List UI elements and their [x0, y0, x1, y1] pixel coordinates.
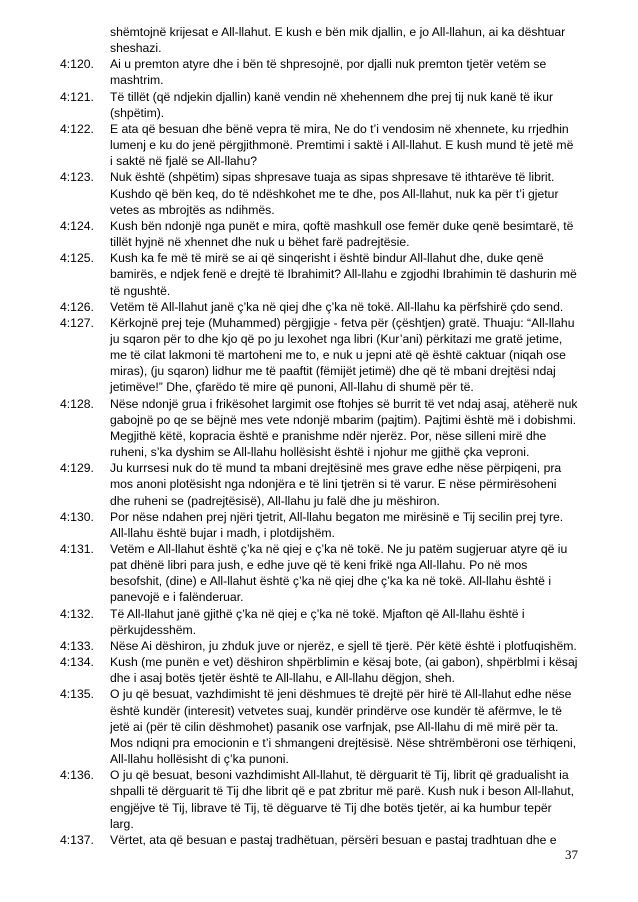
- verse-number: 4:121.: [60, 89, 94, 104]
- verse-text: Të tillët (që ndjekin djallin) kanë vendin në xhehennem dhe prej tij nuk kanë të ikur (shpëtim).: [110, 89, 554, 120]
- verse-number: [60, 24, 110, 56]
- verse-continuation: [60, 24, 578, 56]
- verse-4-126: [60, 299, 578, 315]
- verse-number: 4:137.: [60, 832, 94, 847]
- verse-4-122: [60, 121, 578, 169]
- verse-number: 4:136.: [60, 768, 94, 783]
- verse-4-128: [60, 396, 578, 461]
- verse-4-125: [60, 250, 578, 298]
- verse-number: 4:129.: [60, 461, 94, 476]
- verse-number: 4:131.: [60, 542, 94, 556]
- verse-4-124: [60, 218, 578, 250]
- verse-text: Vetëm e All-llahut është ç’ka në qiej e ç’ka në tokë. Ne ju patëm sugjeruar atyre që iu pat dhënë libri para jush, e edhe juve që të keni frikë nga All-llahu. Po në mos besofshit, (dine) e All-llahut është ç’ka në qiej dhe ç’ka ka në tokë. All-llahu është i panevojë e i falënderuar.: [110, 542, 568, 605]
- page-number: 37: [565, 847, 578, 862]
- verse-text: Vetëm të All-llahut janë ç’ka në qiej dhe ç’ka në tokë. All-llahu ka përfshirë çdo send.: [110, 299, 564, 314]
- verse-4-130: [60, 509, 578, 541]
- verse-4-123: [60, 169, 578, 217]
- verse-number: 4:126.: [60, 299, 94, 314]
- verse-text: Por nëse ndahen prej njëri tjetrit, All-llahu begaton me mirësinë e Tij secilin prej tyre. All-llahu është bujar i madh, i plotdijshëm.: [110, 509, 564, 540]
- verse-number: 4:128.: [60, 396, 94, 411]
- verse-number: 4:123.: [60, 170, 94, 185]
- verse-text: Të All-llahut janë gjithë ç’ka në qiej e ç’ka në tokë. Mjafton që All-llahu është i përkujdesshëm.: [110, 606, 525, 637]
- verse-4-121: [60, 89, 578, 121]
- verse-text: shëmtojnë krijesat e All-llahut. E kush e bën mik djallin, e jo All-llahun, ai ka dështuar sheshazi.: [110, 25, 566, 56]
- verse-text: Ju kurrsesi nuk do të mund ta mbani drejtësinë mes grave edhe nëse përpiqeni, pra mos anoni plotësisht nga ndonjëra e të lini tjetrën si të varur. E nëse përmirësoheni dhe ruheni se (padrejtësisë), All-llahu ju falë dhe ju mëshiron.: [110, 461, 562, 508]
- verse-4-136: [60, 767, 578, 832]
- verse-text: O ju që besuat, vazhdimisht të jeni dëshmues të drejtë për hirë të All-llahut edhe nëse është kundër (interesit) vetvetes suaj, kundër prindërve ose kundër të afërmve, le të jetë ai (për të cilin dëshmohet) pasanik ose varfnjak, pse All-llahu di më mirë për ta. Mos ndiqni pra emocionin e t’i shmangeni drejtësisë. Nëse shtrëmbëroni ose tërhiqeni, All-llahu hollësisht di ç’ka punoni.: [110, 687, 577, 767]
- verse-number: 4:132.: [60, 606, 94, 621]
- verse-4-134: [60, 654, 578, 686]
- verse-text: O ju që besuat, besoni vazhdimisht All-llahut, të dërguarit të Tij, librit që gradualisht ia shpalli të dërguarit të Tij dhe librit që e pat zbritur më parë. Kush nuk i beson All-llahut, engjëjve të Tij, librave të Tij, të dëguarve të Tij dhe botës tjetër, ai ka humbur tepër larg.: [110, 768, 575, 831]
- verse-number: 4:130.: [60, 509, 94, 524]
- verse-text: Vërtet, ata që besuan e pastaj tradhëtuan, përsëri besuan e pastaj tradhtuan dhe e: [110, 832, 557, 847]
- verse-text: Nuk është (shpëtim) sipas shpresave tuaja as sipas shpresave të ithtarëve të librit. Kushdo që bën keq, do të ndëshkohet me te dhe, pos All-llahut, nuk ka për t’i gjetur vetes as mbrojtës as ndihmës.: [110, 170, 559, 217]
- verse-number: 4:127.: [60, 315, 94, 330]
- verse-4-120: [60, 56, 578, 88]
- verse-4-133: [60, 638, 578, 654]
- verse-number: 4:134.: [60, 655, 94, 670]
- verse-4-131: [60, 541, 578, 606]
- verse-4-137: [60, 832, 578, 848]
- verse-text: Nëse Ai dëshiron, ju zhduk juve or njerëz, e sjell të tjerë. Për këtë është i plotfuqishëm.: [110, 638, 577, 653]
- verse-text: Ai u premton atyre dhe i bën të shpresojnë, por djalli nuk premton tjetër vetëm se mashtrim.: [110, 57, 547, 88]
- verse-4-129: [60, 460, 578, 508]
- verse-4-132: [60, 606, 578, 638]
- verse-text: Kush ka fe më të mirë se ai që sinqerisht i është bindur All-llahut dhe, duke qenë bamirës, e ndjek fenë e drejtë të Ibrahimit? All-llahu e zgjodhi Ibrahimin të dashurin më të ngushtë.: [110, 251, 577, 298]
- verse-text: Kush (me punën e vet) dëshiron shpërblimin e kësaj bote, (ai gabon), shpërblmi i kësaj dhe i asaj botës tjetër është te All-llahu, e All-llahu dëgjon, sheh.: [110, 655, 578, 686]
- verse-4-127: [60, 315, 578, 396]
- verse-4-135: [60, 686, 578, 767]
- verse-number: 4:125.: [60, 251, 94, 266]
- verse-number: 4:120.: [60, 57, 94, 72]
- verse-number: 4:135.: [60, 687, 94, 702]
- verse-number: 4:124.: [60, 218, 94, 233]
- verse-text: E ata që besuan dhe bënë vepra të mira, Ne do t’i vendosim në xhennete, ku rrjedhin lumenj e ku do jenë përgjithmonë. Premtimi i saktë i All-llahut. E kush mund të jetë më i saktë në fjalë se All-llahu?: [110, 121, 574, 169]
- verse-text: Nëse ndonjë grua i frikësohet largimit ose ftohjes së burrit të vet ndaj asaj, atëherë nuk gabojnë po qe se bëjnë mes vete ndonjë mbarim (pajtim). Pajtimi është më i dobishmi. Megjithë këtë, kopracia është e pranishme ndër njerëz. Por, nëse silleni mirë dhe ruheni, s’ka dyshim se All-llahu hollësisht është i njohur me gjithë çka veproni.: [110, 396, 578, 460]
- verse-number: 4:133.: [60, 638, 94, 653]
- verse-list: [60, 24, 578, 848]
- verse-text: Kërkojnë prej teje (Muhammed) përgjigje - fetva për (çështjen) gratë. Thuaju: “All-llahu ju sqaron për to dhe kjo që po ju lexohet nga libri (Kur’ani) përkitazi me gratë jetime, me të cilat lakmoni të martoheni me to, e nuk u jepni atë që është caktuar (niqah ose miras), (ju sqaron) lidhur me të paaftit (fëmijët jetimë) dhe që të mbani drejtësi ndaj jetimëve!” Dhe, çfarëdo të mire që punoni, All-llahu di shumë për të.: [110, 315, 575, 395]
- verse-text: Kush bën ndonjë nga punët e mira, qoftë mashkull ose femër duke qenë besimtarë, të tillët hyjnë në xhennet dhe nuk u bëhet farë padrejtësie.: [110, 218, 574, 250]
- verse-number: 4:122.: [60, 121, 94, 136]
